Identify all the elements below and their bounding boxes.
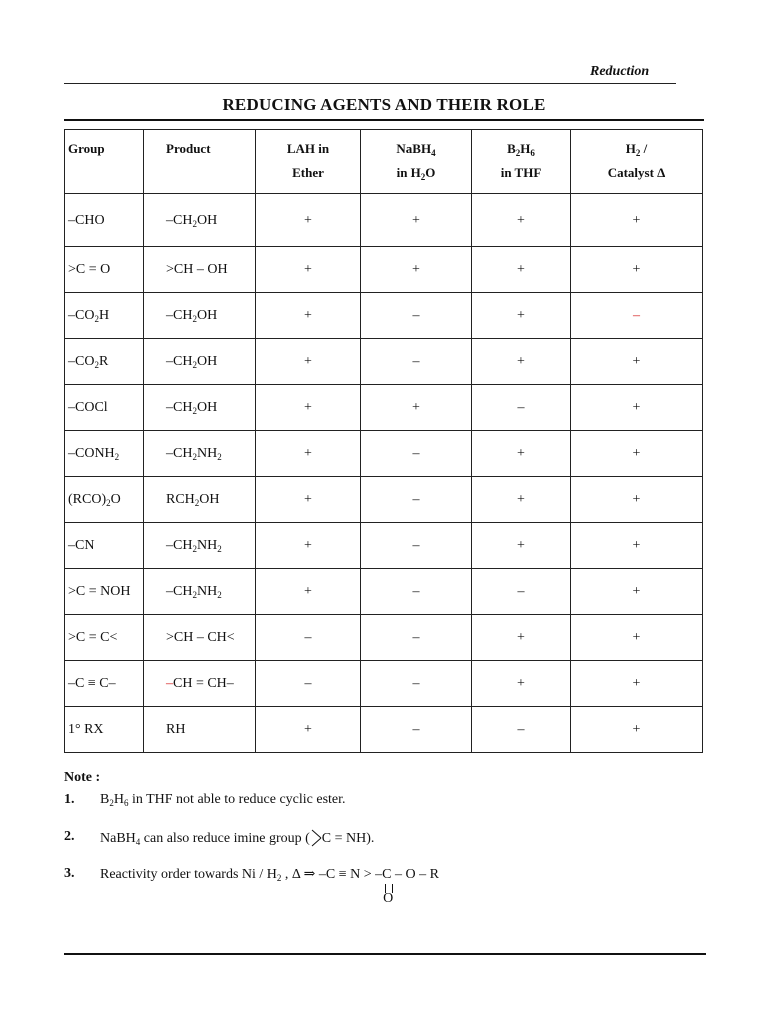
cell-nabh4-result: + — [361, 247, 472, 293]
cell-product — [144, 194, 256, 247]
cell-b2h6-result: + — [472, 615, 571, 661]
product-formula-text: OH — [196, 213, 218, 228]
col-header-nabh4-sub2: 2 — [420, 172, 426, 182]
product-formula-subscript: 2 — [192, 405, 197, 416]
carbonyl-carbon: C — [382, 867, 392, 882]
cell-product — [144, 247, 256, 293]
note-2-part: C = NH). — [321, 831, 375, 846]
cell-h2-result: + — [571, 247, 703, 293]
notes-title: Note : — [64, 770, 101, 785]
cell-lah-result: + — [256, 385, 361, 431]
note-text — [100, 866, 439, 906]
cell-b2h6-result: + — [472, 194, 571, 247]
col-header-lah-line1: LAH in — [286, 141, 330, 156]
cell-group — [65, 477, 144, 523]
col-header-b2h6-text: B — [507, 141, 516, 156]
table-row — [65, 293, 703, 339]
cell-h2-result: + — [571, 569, 703, 615]
note-2-part: can also reduce imine group ( — [140, 831, 310, 846]
cell-group — [65, 661, 144, 707]
group-formula-subscript: 2 — [114, 451, 120, 462]
group-formula-text: 1° RX — [68, 721, 104, 737]
group-formula-text: –CO — [68, 353, 95, 369]
cell-b2h6-result: + — [472, 431, 571, 477]
product-formula-text: –CH — [166, 307, 193, 323]
col-header-nabh4-text3: O — [425, 165, 436, 180]
note-1-part: H — [113, 792, 124, 807]
group-formula-text: –C ≡ C– — [68, 675, 116, 691]
cell-h2-result: + — [571, 615, 703, 661]
cell-group — [65, 615, 144, 661]
cell-group — [65, 385, 144, 431]
cell-b2h6-result: + — [472, 293, 571, 339]
cell-product — [144, 707, 256, 753]
product-formula-text: –CH — [166, 399, 193, 415]
cell-group — [65, 523, 144, 569]
product-formula-text: –CH — [166, 353, 193, 369]
table-row — [65, 569, 703, 615]
note-number: 1. — [64, 792, 75, 807]
note-3-part: Reactivity order towards Ni / H — [100, 867, 277, 882]
cell-lah-result: – — [256, 661, 361, 707]
title-rule — [64, 119, 704, 121]
note-text — [100, 829, 374, 847]
group-formula-text: –CO — [68, 307, 95, 323]
cell-lah-result: + — [256, 194, 361, 247]
cell-h2-result: – — [571, 293, 703, 339]
cell-product — [144, 661, 256, 707]
table-row — [65, 661, 703, 707]
col-header-product — [144, 130, 256, 194]
col-header-b2h6-sub: 2 — [515, 148, 521, 158]
table-row — [65, 247, 703, 293]
product-formula-subscript: 2 — [217, 451, 222, 462]
header-rule — [64, 83, 676, 84]
product-formula-text: –CH — [166, 583, 193, 599]
cell-lah-result: + — [256, 339, 361, 385]
cell-nabh4-result: + — [361, 194, 472, 247]
cell-group — [65, 247, 144, 293]
cell-h2-result: + — [571, 194, 703, 247]
note-1-part: in THF not able to reduce cyclic ester. — [128, 792, 346, 807]
group-formula-text: (RCO) — [68, 491, 107, 507]
cell-lah-result: + — [256, 523, 361, 569]
cell-h2-result: + — [571, 431, 703, 477]
table-row — [65, 194, 703, 247]
product-formula-text: >CH – OH — [166, 261, 228, 277]
col-header-nabh4 — [361, 130, 472, 194]
cell-lah-result: + — [256, 569, 361, 615]
note-item-3 — [64, 866, 704, 906]
cell-group — [65, 339, 144, 385]
cell-h2-result: + — [571, 339, 703, 385]
product-formula-text: OH — [196, 399, 218, 415]
col-header-h2-line2: Catalyst Δ — [607, 165, 666, 180]
note-item-2 — [64, 829, 704, 866]
cell-product — [144, 339, 256, 385]
cell-group — [65, 707, 144, 753]
product-formula-text: –CH — [166, 213, 193, 228]
product-formula-subscript: 2 — [194, 497, 200, 508]
reducing-agents-table — [64, 129, 703, 753]
product-formula-text: CH = CH– — [173, 675, 234, 691]
col-header-h2-text: H — [625, 141, 636, 156]
table-header-row — [65, 130, 703, 194]
col-header-product-label: Product — [166, 141, 211, 156]
group-formula-text: >C = C< — [68, 629, 118, 645]
product-formula-text: RH — [166, 721, 186, 737]
product-formula-text: OH — [196, 353, 218, 369]
table-row — [65, 707, 703, 753]
cell-product — [144, 523, 256, 569]
col-header-group — [65, 130, 144, 194]
col-header-h2-catalyst — [571, 130, 703, 194]
cell-product — [144, 431, 256, 477]
cell-lah-result: + — [256, 707, 361, 753]
cell-product — [144, 293, 256, 339]
group-formula-text: –CHO — [68, 213, 105, 228]
cell-group — [65, 569, 144, 615]
col-header-b2h6-line2: in THF — [500, 165, 542, 180]
notes-section — [64, 770, 704, 906]
cell-group — [65, 293, 144, 339]
cell-b2h6-result: + — [472, 339, 571, 385]
product-formula-text: OH — [196, 307, 218, 323]
carbonyl-group — [382, 867, 394, 906]
product-formula-subscript: 2 — [192, 451, 197, 462]
product-formula-text: OH — [199, 491, 220, 507]
product-formula-text: –CH — [166, 445, 193, 461]
cell-product — [144, 477, 256, 523]
note-2-part: NaBH — [100, 831, 136, 846]
group-formula-text: O — [110, 491, 121, 507]
note-item-1 — [64, 792, 704, 829]
product-formula-subscript: 2 — [192, 313, 197, 324]
col-header-h2-slash: / — [640, 141, 648, 156]
note-1-sub: 2 — [109, 798, 114, 808]
cell-nabh4-result: – — [361, 661, 472, 707]
col-header-nabh4-text: NaBH — [396, 141, 432, 156]
note-number: 2. — [64, 829, 75, 844]
col-header-nabh4-sub: 4 — [431, 148, 436, 158]
cell-h2-result: + — [571, 523, 703, 569]
table-row — [65, 477, 703, 523]
group-formula-subscript: 2 — [94, 359, 99, 370]
product-formula-subscript: 2 — [217, 543, 222, 554]
product-formula-text: RCH — [166, 491, 195, 507]
note-number: 3. — [64, 866, 75, 881]
cell-nabh4-result: + — [361, 385, 472, 431]
note-3-sub: 2 — [276, 873, 282, 883]
group-formula-text: R — [98, 353, 109, 369]
page-title: REDUCING AGENTS AND THEIR ROLE — [222, 95, 546, 114]
col-header-b2h6-sub2: 6 — [530, 148, 535, 158]
product-formula-text: –CH — [166, 537, 193, 553]
cell-b2h6-result: + — [472, 477, 571, 523]
cell-product — [144, 385, 256, 431]
cell-b2h6-result: + — [472, 523, 571, 569]
group-formula-subscript: 2 — [106, 497, 111, 508]
note-1-sub: 6 — [123, 798, 129, 808]
cell-h2-result: + — [571, 707, 703, 753]
product-formula-subscript: 2 — [192, 589, 197, 600]
product-red-mark: – — [166, 675, 173, 691]
group-formula-subscript: 2 — [94, 313, 99, 324]
cell-h2-result: + — [571, 385, 703, 431]
product-formula-text: NH — [196, 537, 218, 553]
cell-b2h6-result: + — [472, 661, 571, 707]
col-header-group-label: Group — [68, 141, 105, 156]
cell-h2-result: + — [571, 477, 703, 523]
product-formula-text: >CH – CH< — [166, 629, 235, 645]
note-3-part: , Δ ⇒ –C ≡ N > – — [281, 867, 383, 882]
col-header-b2h6 — [472, 130, 571, 194]
cell-product — [144, 615, 256, 661]
col-header-lah-line2: Ether — [292, 165, 324, 180]
col-header-h2-sub: 2 — [635, 148, 641, 158]
cell-h2-result: + — [571, 661, 703, 707]
cell-lah-result: + — [256, 477, 361, 523]
cell-nabh4-result: – — [361, 569, 472, 615]
group-formula-text: H — [98, 307, 110, 323]
table-row — [65, 339, 703, 385]
carbonyl-oxygen: O — [383, 891, 394, 906]
running-head: Reduction — [590, 64, 650, 79]
product-formula-text: NH — [196, 445, 218, 461]
note-1-part: B — [100, 792, 110, 807]
product-formula-subscript: 2 — [217, 589, 222, 600]
cell-group — [65, 194, 144, 247]
note-3-part: – O – R — [391, 867, 439, 882]
cell-lah-result: + — [256, 293, 361, 339]
cell-nabh4-result: – — [361, 477, 472, 523]
note-2-sub: 4 — [135, 837, 141, 847]
cell-nabh4-result: – — [361, 523, 472, 569]
table-row — [65, 431, 703, 477]
imine-bond-icon — [310, 829, 322, 847]
cell-product — [144, 569, 256, 615]
table-row — [65, 615, 703, 661]
cell-b2h6-result: – — [472, 707, 571, 753]
cell-lah-result: + — [256, 247, 361, 293]
cell-group — [65, 431, 144, 477]
col-header-lah — [256, 130, 361, 194]
cell-nabh4-result: – — [361, 293, 472, 339]
product-formula-text: NH — [196, 583, 218, 599]
table-body — [65, 194, 703, 753]
col-header-nabh4-text2: in H — [396, 165, 421, 180]
footer-rule — [64, 953, 706, 955]
cell-lah-result: – — [256, 615, 361, 661]
table-row — [65, 385, 703, 431]
cell-nabh4-result: – — [361, 615, 472, 661]
group-formula-text: –CN — [68, 537, 95, 553]
product-formula-subscript: 2 — [192, 543, 197, 554]
group-formula-text: –COCl — [68, 399, 108, 415]
cell-nabh4-result: – — [361, 339, 472, 385]
table-row — [65, 523, 703, 569]
group-formula-text: –CONH — [68, 445, 115, 461]
cell-b2h6-result: – — [472, 385, 571, 431]
note-text — [100, 792, 346, 808]
cell-b2h6-result: – — [472, 569, 571, 615]
product-formula-subscript: 2 — [192, 359, 197, 370]
cell-nabh4-result: – — [361, 707, 472, 753]
group-formula-text: >C = O — [68, 261, 111, 277]
group-formula-text: >C = NOH — [68, 583, 131, 599]
product-formula-subscript: 2 — [192, 219, 197, 229]
cell-b2h6-result: + — [472, 247, 571, 293]
col-header-b2h6-text2: H — [520, 141, 531, 156]
cell-lah-result: + — [256, 431, 361, 477]
cell-nabh4-result: – — [361, 431, 472, 477]
